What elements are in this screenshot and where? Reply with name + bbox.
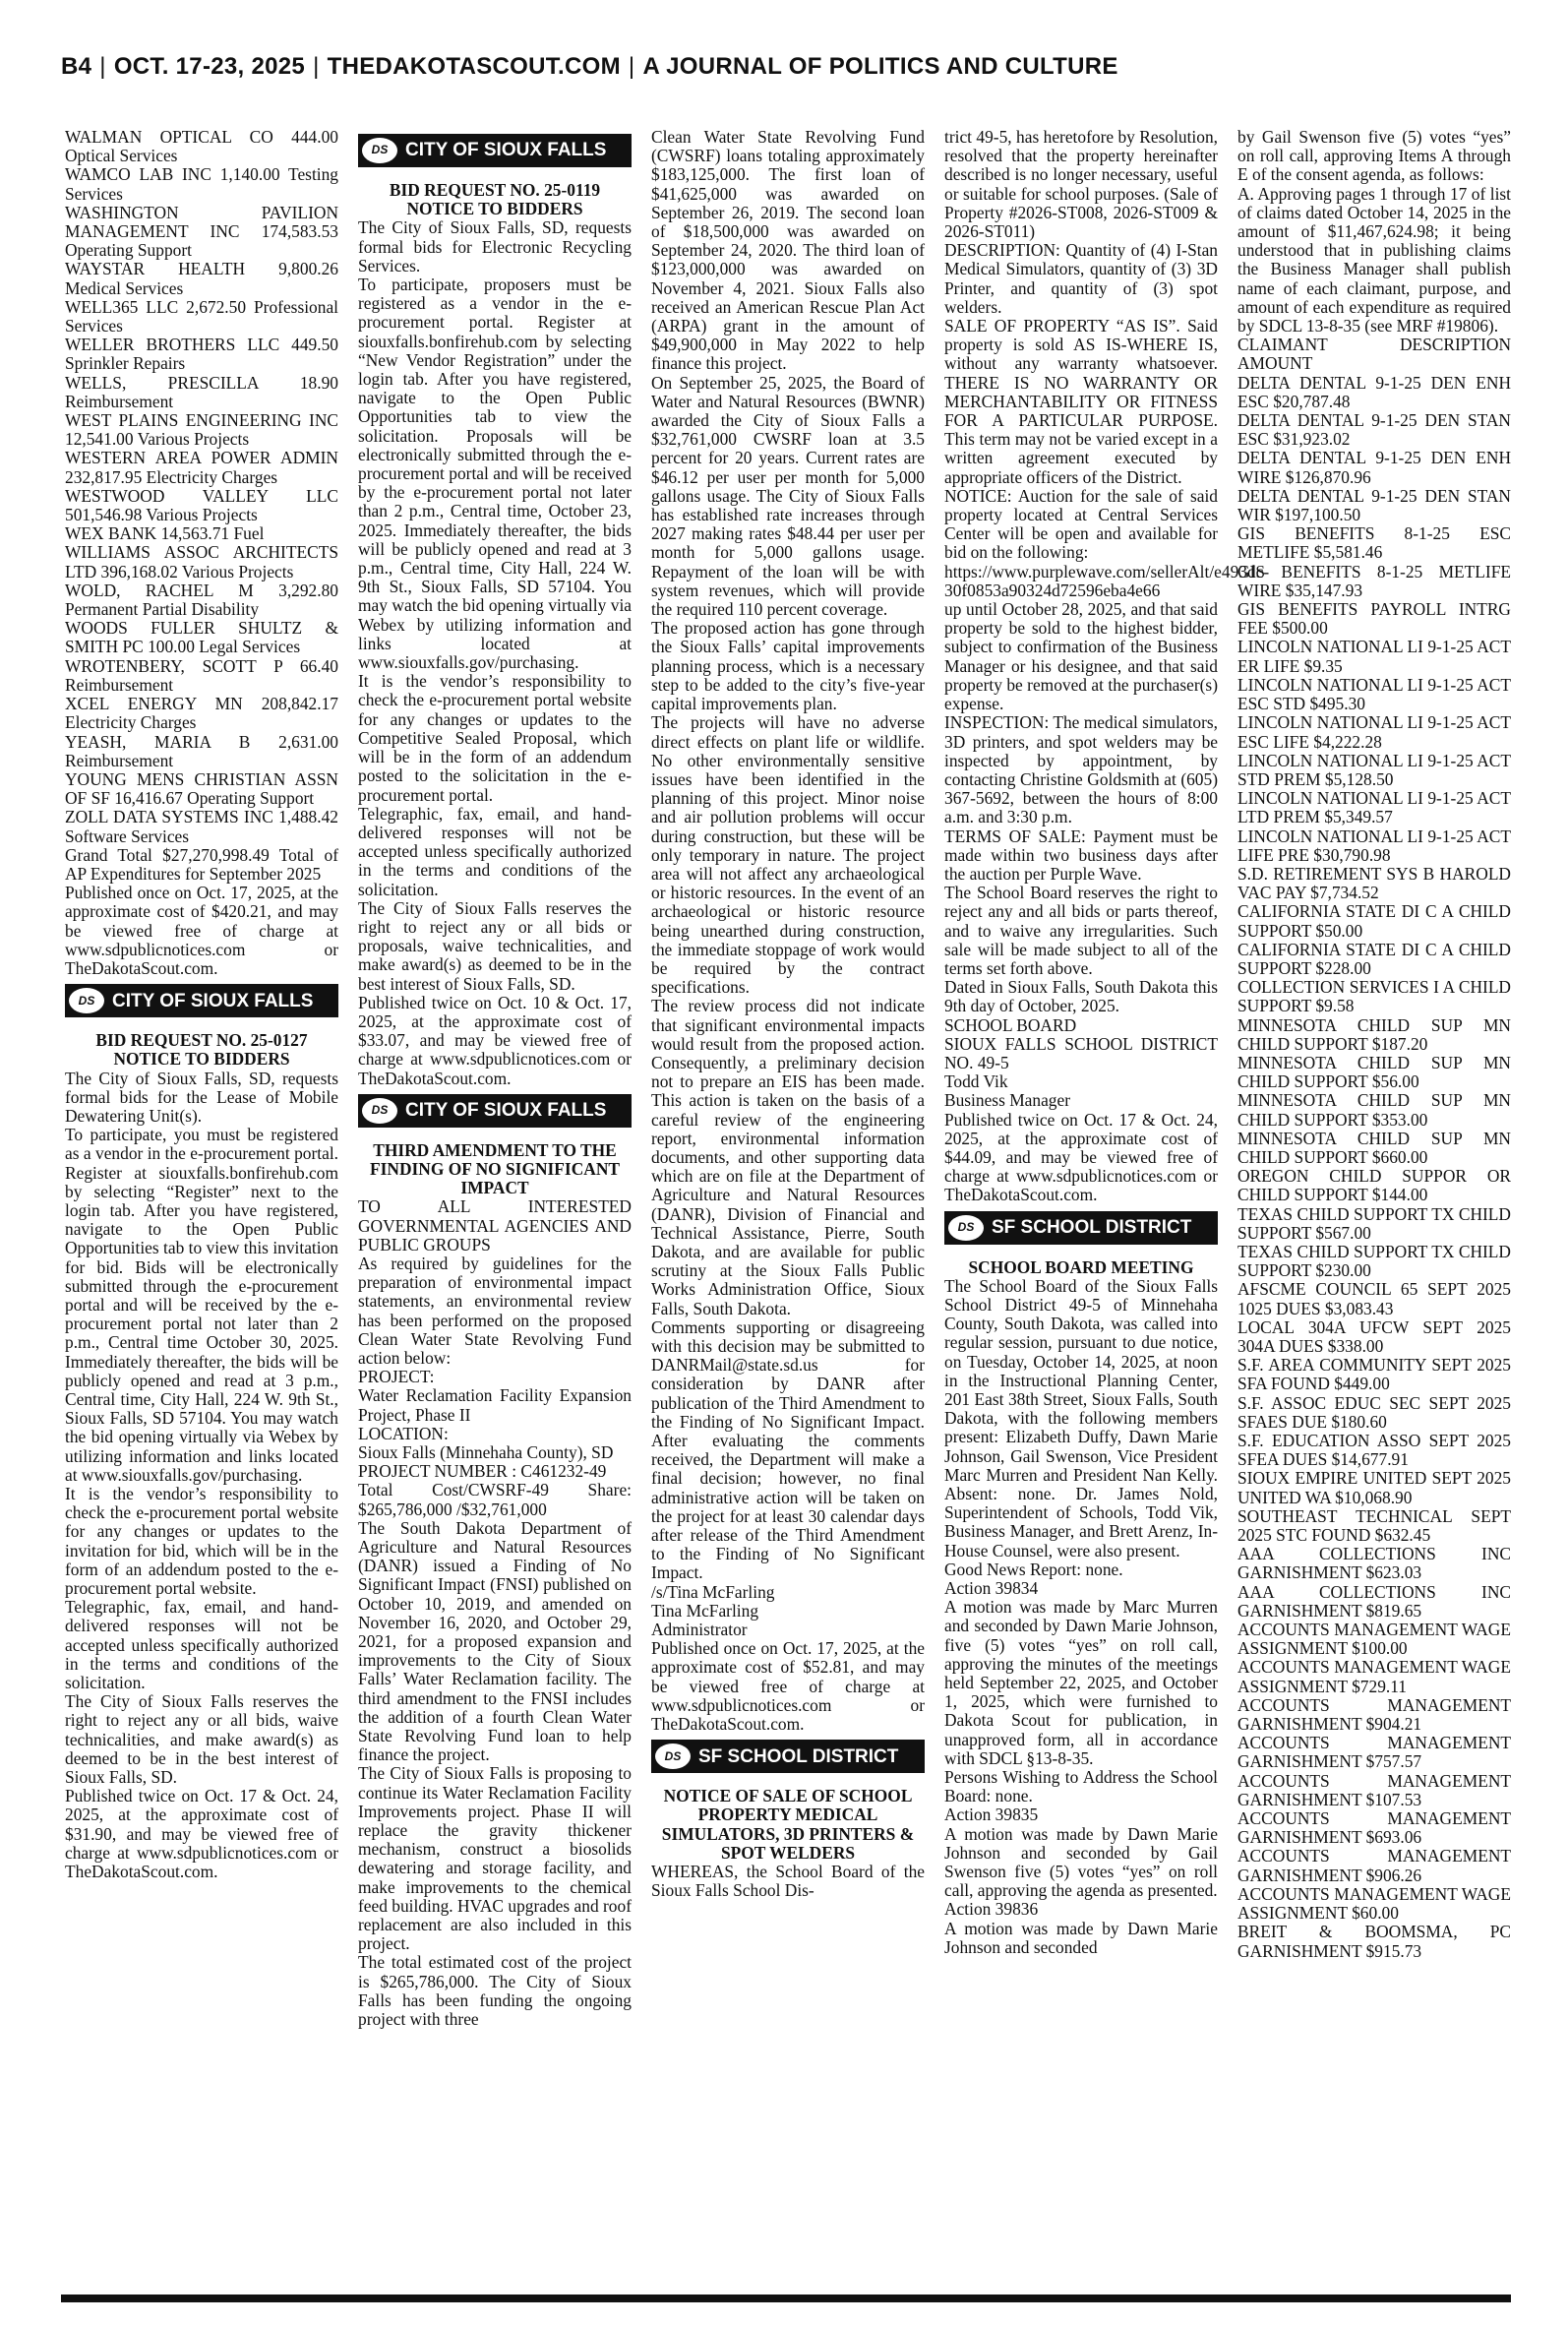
claim-line: ACCOUNTS MANAGEMENT GARNISHMENT $107.53 bbox=[1237, 1770, 1511, 1809]
claim-line: S.F. EDUCATION ASSO SEPT 2025 SFEA DUES $14,677.91 bbox=[1237, 1431, 1511, 1470]
notice-paragraph: Good News Report: none. bbox=[944, 1559, 1123, 1579]
claim-line: LINCOLN NATIONAL LI 9-1-25 ACT STD PREM $5,128.50 bbox=[1237, 750, 1511, 789]
notice-title: BID REQUEST NO. 25-0127 NOTICE TO BIDDERS bbox=[95, 1030, 308, 1070]
column-1 bbox=[65, 128, 338, 2288]
claim-line: AFSCME COUNCIL 65 SEPT 2025 1025 DUES $3,083.43 bbox=[1237, 1279, 1511, 1318]
notice-paragraph: Total Cost/CWSRF-49 Share: $265,786,000 /$32,761,000 bbox=[358, 1480, 632, 1519]
claim-line: WROTENBERY, SCOTT P 66.40 Reimbursement bbox=[65, 655, 338, 695]
claim-line: WESTWOOD VALLEY LLC 501,546.98 Various Projects bbox=[65, 485, 338, 525]
claim-line: DELTA DENTAL 9-1-25 DEN ENH ESC $20,787.48 bbox=[1237, 372, 1511, 411]
claim-line: SIOUX EMPIRE UNITED SEPT 2025 UNITED WA $10,068.90 bbox=[1237, 1468, 1511, 1507]
scout-logo-icon: DS bbox=[69, 988, 104, 1013]
notice-paragraph: On September 25, 2025, the Board of Water and Natural Resources (BWNR) awarded the City of Sioux Falls a $32,761,000 CWSRF loan at 3.5 percent for 20 years. Current rates are $46.12 per user per month for 5,000 gallons usage. The City of Sioux Falls has established rate increases through 2027 making rates $48.44 per user per month for 5,000 gallons usage. Repayment of the loan will be with system revenues, which will provide the required 110 percent coverage. bbox=[651, 372, 925, 620]
notice-title: THIRD AMENDMENT TO THE FINDING OF NO SIGNIFICANT IMPACT bbox=[370, 1139, 620, 1198]
notice-paragraph: The City of Sioux Falls reserves the right to reject any or all bids, waive technicalities, and make award(s) as deemed to be in the best interest of Sioux Falls, SD. bbox=[65, 1691, 338, 1788]
notice-paragraph: The South Dakota Department of Agriculture and Natural Resources (DANR) issued a Finding of No Significant Impact (FNSI) published on October 10, 2019, and amended on November 16, 2020, and October 29, 2021, for a proposed expansion and improvements to the City of Sioux Falls’ Water Reclamation facility. The third amendment to the FNSI includes the addition of a fourth Clean Water State Revolving Fund loan to help finance the project. bbox=[358, 1517, 632, 1765]
claim-line: TEXAS CHILD SUPPORT TX CHILD SUPPORT $567.00 bbox=[1237, 1203, 1511, 1243]
claim-line: WILLIAMS ASSOC ARCHITECTS LTD 396,168.02 Various Projects bbox=[65, 542, 338, 581]
claim-line: GIS BENEFITS PAYROLL INTRG FEE $500.00 bbox=[1237, 599, 1511, 639]
claim-line: AAA COLLECTIONS INC GARNISHMENT $819.65 bbox=[1237, 1581, 1511, 1621]
claim-line: Published once on Oct. 17, 2025, at the approximate cost of $420.21, and may be viewed free of charge at www.sdpublicnotices.com or TheDakotaScout.com. bbox=[65, 883, 338, 978]
claim-line: MINNESOTA CHILD SUP MN CHILD SUPPORT $187.20 bbox=[1237, 1014, 1511, 1054]
claim-line: CLAIMANT DESCRIPTION AMOUNT bbox=[1237, 335, 1511, 374]
notice-paragraph: The projects will have no adverse direct effects on plant life or wildlife. No other environmentally sensitive issues have been identified in the planning of this project. Minor noise and air pollution problems will occur during construction, but these will be only temporary in nature. The project area will not affect any archaeological or historic resources. In the event of an archaeological or historic resource being unearthed during construction, the immediate stoppage of work would be required by the contract specifications. bbox=[651, 712, 925, 998]
notice-paragraph: up until October 28, 2025, and that said property be sold to the highest bidder, subject to confirmation of the Business Manager or his designee, and that said property be removed at the purchaser(s) expense. bbox=[944, 599, 1218, 714]
claim-line: CALIFORNIA STATE DI C A CHILD SUPPORT $228.00 bbox=[1237, 939, 1511, 978]
notice-paragraph: SIOUX FALLS SCHOOL DISTRICT NO. 49-5 bbox=[944, 1033, 1218, 1072]
notice-paragraph: Published twice on Oct. 17 & Oct. 24, 2025, at the approximate cost of $44.09, and may be viewed free of charge at www.sdpublicnotices.com or TheDakotaScout.com. bbox=[944, 1109, 1218, 1205]
notice-paragraph: Action 39836 bbox=[944, 1899, 1039, 1920]
notice-paragraph: To participate, proposers must be registered as a vendor in the e-procurement portal. Register at siouxfalls.bonfirehub.com by selecting “New Vendor Registration” under the login tab. After you have registered, navigate to the Open Public Opportunities tab to view the solicitation. Proposals will be electronically submitted through the e-procurement portal and will be received by the e-procurement portal not later than 2 p.m., Central time, October 23, 2025. Immediately thereafter, the bids will be publicly opened and read at 3 p.m., Central time, City Hall, 224 W. 9th St., Sioux Falls, SD 57104. You may watch the bid opening virtually via Webex by utilizing information and links located at www.siouxfalls.gov/purchasing. bbox=[358, 275, 632, 673]
bottom-rule bbox=[61, 2294, 1511, 2302]
notice-paragraph: SCHOOL BOARD bbox=[944, 1014, 1077, 1035]
notice-paragraph: Published once on Oct. 17, 2025, at the approximate cost of $52.81, and may be viewed free of charge at www.sdpublicnotices.com or TheDakotaScout.com. bbox=[651, 1638, 925, 1735]
notice-paragraph: The City of Sioux Falls reserves the right to reject any or all bids or proposals, waive technicalities, and make award(s) as deemed to be in the best interest of Sioux Falls, SD. bbox=[358, 897, 632, 994]
claim-line: WAMCO LAB INC 1,140.00 Testing Services bbox=[65, 164, 338, 204]
page-header bbox=[61, 53, 1511, 81]
notice-paragraph: To participate, you must be registered as a vendor in the e-procurement portal. Register at siouxfalls.bonfirehub.com by selecting “Register” next to the login tab. After you have registered, navigate to the Open Public Opportunities tab to view this invitation for bid. Bids will be electronically submitted through the e-procurement portal and will be received by the e-procurement portal not later than 2 p.m., Central time October 30, 2025. Immediately thereafter, the bids will be publicly opened and read at 3 p.m., Central time, City Hall, 224 W. 9th St., Sioux Falls, SD 57104. You may watch the bid opening virtually via Webex by utilizing information and links located at www.siouxfalls.gov/purchasing. bbox=[65, 1125, 338, 1485]
section-banner-label: CITY OF SIOUX FALLS bbox=[405, 1100, 607, 1122]
notice-title: SCHOOL BOARD MEETING bbox=[968, 1256, 1194, 1277]
section-banner bbox=[65, 984, 338, 1017]
claim-line: by Gail Swenson five (5) votes “yes” on roll call, approving Items A through E of the consent agenda, as follows: bbox=[1237, 127, 1511, 185]
notice-paragraph: Comments supporting or disagreeing with this decision may be submitted to DANRMail@state.sd.us for consideration by DANR after publication of the Third Amendment to the Finding of No Significant Impact. After evaluating the comments received, the Department will make a final decision; however, no final administrative action will be taken on the project for at least 30 calendar days after release of the Third Amendment to the Finding of No Significant Impact. bbox=[651, 1316, 925, 1583]
section-banner-label: CITY OF SIOUX FALLS bbox=[112, 990, 314, 1011]
notice-paragraph: It is the vendor’s responsibility to check the e-procurement portal website for any changes or updates to the invitation for bid, which will be in the form of an addendum posted to the e-procurement portal website. bbox=[65, 1484, 338, 1599]
claim-line: MINNESOTA CHILD SUP MN CHILD SUPPORT $660.00 bbox=[1237, 1128, 1511, 1167]
claim-line: S.F. ASSOC EDUC SEC SEPT 2025 SFAES DUE $180.60 bbox=[1237, 1392, 1511, 1432]
notice-paragraph: It is the vendor’s responsibility to check the e-procurement portal website for any changes or updates to the Competitive Sealed Proposal, which will be in the form of an addendum posted to the solicitation in the e-procurement portal. bbox=[358, 671, 632, 805]
claim-line: BREIT & BOOMSMA, PC GARNISHMENT $915.73 bbox=[1237, 1922, 1511, 1961]
header-divider: | bbox=[628, 53, 635, 80]
notice-paragraph: PROJECT NUMBER : C461232-49 bbox=[358, 1461, 607, 1482]
site-name: THEDAKOTASCOUT.COM bbox=[327, 53, 621, 80]
claim-line: WELLER BROTHERS LLC 449.50 Sprinkler Repairs bbox=[65, 335, 338, 374]
claim-line: GIS BENEFITS 8-1-25 METLIFE WIRE $35,147.93 bbox=[1237, 561, 1511, 600]
notice-paragraph: Published twice on Oct. 10 & Oct. 17, 2025, at the approximate cost of $33.07, and may be viewed free of charge at www.sdpublicnotices.com or TheDakotaScout.com. bbox=[358, 992, 632, 1088]
claim-line: S.F. AREA COMMUNITY SEPT 2025 SFA FOUND $449.00 bbox=[1237, 1355, 1511, 1394]
notice-paragraph: Telegraphic, fax, email, and hand-delivered responses will not be accepted unless specifically authorized in the terms and conditions of the solicitation. bbox=[65, 1597, 338, 1693]
claim-line: WEX BANK 14,563.71 Fuel bbox=[65, 523, 265, 544]
claim-line: ACCOUNTS MANAGEMENT WAGE ASSIGNMENT $100.00 bbox=[1237, 1620, 1511, 1659]
scout-logo-icon: DS bbox=[362, 1098, 397, 1124]
scout-logo-icon: DS bbox=[655, 1744, 691, 1769]
notice-paragraph: TERMS OF SALE: Payment must be made within two business days after the auction per Purple Wave. bbox=[944, 826, 1218, 884]
section-banner bbox=[358, 134, 632, 167]
claim-line: WASHINGTON PAVILION MANAGEMENT INC 174,583.53 Operating Support bbox=[65, 202, 338, 261]
claim-line: ACCOUNTS MANAGEMENT GARNISHMENT $693.06 bbox=[1237, 1808, 1511, 1848]
claim-line: CALIFORNIA STATE DI C A CHILD SUPPORT $50.00 bbox=[1237, 901, 1511, 941]
claim-line: LINCOLN NATIONAL LI 9-1-25 ACT ER LIFE $9.35 bbox=[1237, 637, 1511, 676]
notice-paragraph: Published twice on Oct. 17 & Oct. 24, 2025, at the approximate cost of $31.90, and may be viewed free of charge at www.sdpublicnotices.com or TheDakotaScout.com. bbox=[65, 1786, 338, 1882]
notice-paragraph: SALE OF PROPERTY “AS IS”. Said property is sold AS IS-WHERE IS, without any warranty whatsoever. THERE IS NO WARRANTY OR MERCHANTABILITY OR FITNESS FOR A PARTICULAR PURPOSE. This term may not be varied except in a written agreement executed by appropriate officers of the District. bbox=[944, 316, 1218, 487]
notice-paragraph: NOTICE: Auction for the sale of said property located at Central Services Center will be open and available for bid on the following: bbox=[944, 485, 1218, 563]
notice-paragraph: Tina McFarling bbox=[651, 1600, 759, 1621]
claim-line: GIS BENEFITS 8-1-25 ESC METLIFE $5,581.46 bbox=[1237, 523, 1511, 563]
notice-paragraph: Dated in Sioux Falls, South Dakota this 9th day of October, 2025. bbox=[944, 977, 1218, 1016]
notice-paragraph: /s/Tina McFarling bbox=[651, 1581, 775, 1602]
claim-line: TEXAS CHILD SUPPORT TX CHILD SUPPORT $230.00 bbox=[1237, 1241, 1511, 1281]
claim-line: WAYSTAR HEALTH 9,800.26 Medical Services bbox=[65, 259, 338, 298]
section-banner-label: CITY OF SIOUX FALLS bbox=[405, 140, 607, 161]
claim-line: ACCOUNTS MANAGEMENT GARNISHMENT $904.21 bbox=[1237, 1694, 1511, 1735]
claim-line: YEASH, MARIA B 2,631.00 Reimbursement bbox=[65, 731, 338, 770]
claim-line: LINCOLN NATIONAL LI 9-1-25 ACT LIFE PRE $30,790.98 bbox=[1237, 826, 1511, 865]
notice-paragraph: TO ALL INTERESTED GOVERNMENTAL AGENCIES AND PUBLIC GROUPS bbox=[358, 1196, 632, 1254]
claim-line: SOUTHEAST TECHNICAL SEPT 2025 STC FOUND $632.45 bbox=[1237, 1505, 1511, 1546]
claim-line: WOLD, RACHEL M 3,292.80 Permanent Partial Disability bbox=[65, 580, 338, 620]
claim-line: WELL365 LLC 2,672.50 Professional Services bbox=[65, 296, 338, 337]
notice-paragraph: Clean Water State Revolving Fund (CWSRF) loans totaling approximately $183,125,000. The first loan of $41,625,000 was awarded on September 26, 2019. The second loan of $18,500,000 was awarded on September 24, 2020. The third loan of $123,000,000 was awarded on November 4, 2021. Sioux Falls also received an American Rescue Plan Act (ARPA) grant in the amount of $49,900,000 in May 2022 to help finance this project. bbox=[651, 127, 925, 374]
notice-paragraph: PROJECT: bbox=[358, 1367, 435, 1387]
claim-line: WOODS FULLER SHULTZ & SMITH PC 100.00 Legal Services bbox=[65, 618, 338, 657]
column-2 bbox=[358, 128, 632, 2288]
claim-line: S.D. RETIREMENT SYS B HAROLD VAC PAY $7,734.52 bbox=[1237, 863, 1511, 903]
section-banner bbox=[651, 1740, 925, 1773]
claim-line: WESTERN AREA POWER ADMIN 232,817.95 Electricity Charges bbox=[65, 448, 338, 487]
notice-paragraph: A motion was made by Dawn Marie Johnson and seconded by Gail Swenson five (5) votes “yes” on roll call, approving the agenda as presented. bbox=[944, 1823, 1218, 1901]
section-banner bbox=[944, 1211, 1218, 1245]
notice-paragraph: The City of Sioux Falls is proposing to continue its Water Reclamation Facility Improvements project. Phase II will replace the gravity thickener mechanism, construct a biosolids dewatering and storage facility, and make improvements to the chemical feed building. HVAC upgrades and roof replacement are also included in this project. bbox=[358, 1763, 632, 1954]
notice-paragraph: Action 39834 bbox=[944, 1578, 1039, 1599]
claim-line: WEST PLAINS ENGINEERING INC 12,541.00 Various Projects bbox=[65, 410, 338, 450]
claim-line: ACCOUNTS MANAGEMENT WAGE ASSIGNMENT $729.11 bbox=[1237, 1657, 1511, 1696]
section-banner-label: SF SCHOOL DISTRICT bbox=[992, 1216, 1192, 1238]
notice-paragraph: A motion was made by Marc Murren and seconded by Dawn Marie Johnson, five (5) votes “yes” on roll call, approving the minutes of the meetings held September 22, 2025, and October 1, 2025, which were furnished to Dakota Scout for publication, in unapproved form, all in accordance with SDCL §13-8-35. bbox=[944, 1597, 1218, 1768]
notice-title: BID REQUEST NO. 25-0119 NOTICE TO BIDDERS bbox=[389, 180, 601, 219]
section-banner bbox=[358, 1094, 632, 1128]
claim-line: ACCOUNTS MANAGEMENT GARNISHMENT $906.26 bbox=[1237, 1846, 1511, 1885]
claim-line: DELTA DENTAL 9-1-25 DEN STAN WIR $197,100.50 bbox=[1237, 485, 1511, 525]
notice-paragraph: As required by guidelines for the preparation of environmental impact statements, an environmental review has been performed on the proposed Clean Water State Revolving Fund action below: bbox=[358, 1253, 632, 1368]
notice-paragraph: Administrator bbox=[651, 1620, 748, 1640]
notice-paragraph: Todd Vik bbox=[944, 1071, 1008, 1092]
claim-line: LOCAL 304A UFCW SEPT 2025 304A DUES $338.00 bbox=[1237, 1316, 1511, 1356]
claim-line: Grand Total $27,270,998.49 Total of AP Expenditures for September 2025 bbox=[65, 844, 338, 884]
claim-line: LINCOLN NATIONAL LI 9-1-25 ACT ESC STD $495.30 bbox=[1237, 674, 1511, 714]
claim-line: AAA COLLECTIONS INC GARNISHMENT $623.03 bbox=[1237, 1544, 1511, 1583]
column-5 bbox=[1237, 128, 1511, 2288]
column-3 bbox=[651, 128, 925, 2288]
claim-line: YOUNG MENS CHRISTIAN ASSN OF SF 16,416.67 Operating Support bbox=[65, 768, 338, 809]
notice-paragraph: https://www.purplewave.com/sellerAlt/e493dc-30f0853a90324d72596eba4e66 bbox=[944, 561, 1270, 600]
notice-paragraph: INSPECTION: The medical simulators, 3D printers, and spot welders may be inspected by appointment, by contacting Christine Goldsmith at (605) 367-5692, between the hours of 8:00 a.m. and 3:30 p.m. bbox=[944, 712, 1218, 827]
notice-paragraph: DESCRIPTION: Quantity of (4) I-Stan Medical Simulators, quantity of (3) 3D Printer, and quantity of (3) spot welders. bbox=[944, 240, 1218, 317]
notice-paragraph: LOCATION: bbox=[358, 1423, 449, 1443]
page-number: B4 bbox=[61, 53, 92, 80]
notice-paragraph: The total estimated cost of the project is $265,786,000. The City of Sioux Falls has been funding the ongoing project with three bbox=[358, 1952, 632, 2030]
notice-paragraph: Business Manager bbox=[944, 1090, 1070, 1111]
claim-line: MINNESOTA CHILD SUP MN CHILD SUPPORT $56.00 bbox=[1237, 1052, 1511, 1092]
notice-paragraph: The review process did not indicate that significant environmental impacts would result from the proposed action. Consequently, a preliminary decision not to prepare an EIS has been made. This action is taken on the basis of a careful review of the engineering report, environmental information documents, and other supporting data which are on file at the Department of Agriculture and Natural Resources (DANR), Division of Financial and Technical Assistance, Pierre, South Dakota, and are available for public scrutiny at the Sioux Falls Public Works Administration Office, Sioux Falls, South Dakota. bbox=[651, 996, 925, 1318]
scout-logo-icon: DS bbox=[948, 1215, 984, 1241]
notice-paragraph: The proposed action has gone through the Sioux Falls’ capital improvements planning process, which is a necessary step to be added to the city’s five-year capital improvements plan. bbox=[651, 618, 925, 714]
header-divider: | bbox=[99, 53, 106, 80]
notice-paragraph: trict 49-5, has heretofore by Resolution, resolved that the property hereinafter described is no longer necessary, useful or suitable for school purposes. (Sale of Property #2026-ST008, 2026-ST009 & 2026-ST011) bbox=[944, 127, 1218, 242]
notice-paragraph: Water Reclamation Facility Expansion Project, Phase II bbox=[358, 1385, 632, 1425]
claim-line: OREGON CHILD SUPPOR OR CHILD SUPPORT $144.00 bbox=[1237, 1166, 1511, 1205]
claim-line: WALMAN OPTICAL CO 444.00 Optical Services bbox=[65, 127, 338, 166]
column-4 bbox=[944, 127, 1270, 2288]
issue-date: OCT. 17-23, 2025 bbox=[113, 53, 306, 80]
notices-columns bbox=[65, 128, 1511, 2288]
scout-logo-icon: DS bbox=[362, 138, 397, 163]
notice-paragraph: A motion was made by Dawn Marie Johnson and seconded bbox=[944, 1918, 1218, 1957]
claim-line: DELTA DENTAL 9-1-25 DEN STAN ESC $31,923.02 bbox=[1237, 410, 1511, 450]
claim-line: ACCOUNTS MANAGEMENT WAGE ASSIGNMENT $60.00 bbox=[1237, 1883, 1511, 1924]
header-divider: | bbox=[313, 53, 320, 80]
notice-paragraph: The City of Sioux Falls, SD, requests formal bids for Electronic Recycling Services. bbox=[358, 217, 632, 275]
tagline: A JOURNAL OF POLITICS AND CULTURE bbox=[642, 53, 1118, 80]
claim-line: LINCOLN NATIONAL LI 9-1-25 ACT ESC LIFE $4,222.28 bbox=[1237, 712, 1511, 752]
claim-line: LINCOLN NATIONAL LI 9-1-25 ACT LTD PREM $5,349.57 bbox=[1237, 788, 1511, 827]
claim-line: DELTA DENTAL 9-1-25 DEN ENH WIRE $126,870.96 bbox=[1237, 448, 1511, 487]
claim-line: ZOLL DATA SYSTEMS INC 1,488.42 Software Services bbox=[65, 807, 338, 846]
notice-paragraph: Sioux Falls (Minnehaha County), SD bbox=[358, 1442, 614, 1462]
claim-line: COLLECTION SERVICES I A CHILD SUPPORT $9.58 bbox=[1237, 977, 1511, 1016]
notice-paragraph: The School Board of the Sioux Falls School District 49-5 of Minnehaha County, South Dakota, was called into regular session, pursuant to due notice, on Tuesday, October 14, 2025, at noon in the Instructional Planning Center, 201 East 38th Street, Sioux Falls, South Dakota, with the following members present: Elizabeth Duffy, Dawn Marie Johnson, Gail Swenson, Vice President Marc Murren and President Nan Kelly. Absent: none. Dr. James Nold, Superintendent of Schools, Todd Vik, Business Manager, and Brett Arenz, In-House Counsel, were also present. bbox=[944, 1275, 1218, 1560]
claim-line: WELLS, PRESCILLA 18.90 Reimbursement bbox=[65, 372, 338, 411]
notice-paragraph: WHEREAS, the School Board of the Sioux Falls School Dis- bbox=[651, 1862, 925, 1901]
section-banner-label: SF SCHOOL DISTRICT bbox=[698, 1745, 899, 1767]
notice-paragraph: Persons Wishing to Address the School Board: none. bbox=[944, 1767, 1218, 1806]
claim-line: XCEL ENERGY MN 208,842.17 Electricity Charges bbox=[65, 694, 338, 733]
notice-paragraph: The School Board reserves the right to reject any and all bids or parts thereof, and to waive any irregularities. Such sale will be made subject to all of the terms set forth above. bbox=[944, 883, 1218, 978]
notice-title: NOTICE OF SALE OF SCHOOL PROPERTY MEDICAL SIMULATORS, 3D PRINTERS & SPOT WELDERS bbox=[661, 1786, 915, 1863]
claim-line: ACCOUNTS MANAGEMENT GARNISHMENT $757.57 bbox=[1237, 1733, 1511, 1772]
notice-paragraph: Action 39835 bbox=[944, 1805, 1039, 1825]
claim-line: A. Approving pages 1 through 17 of list of claims dated October 14, 2025 in the amount of $11,467,624.98; it being understood that in publishing claims the Business Manager shall publish name of each claimant, purpose, and amount of each expenditure as required by SDCL 13-8-35 (see MRF #19806). bbox=[1237, 183, 1511, 337]
notice-paragraph: The City of Sioux Falls, SD, requests formal bids for the Lease of Mobile Dewatering Unit(s). bbox=[65, 1068, 338, 1126]
claim-line: MINNESOTA CHILD SUP MN CHILD SUPPORT $353.00 bbox=[1237, 1090, 1511, 1130]
notice-paragraph: Telegraphic, fax, email, and hand-delivered responses will not be accepted unless specifically authorized in the terms and conditions of the solicitation. bbox=[358, 803, 632, 899]
